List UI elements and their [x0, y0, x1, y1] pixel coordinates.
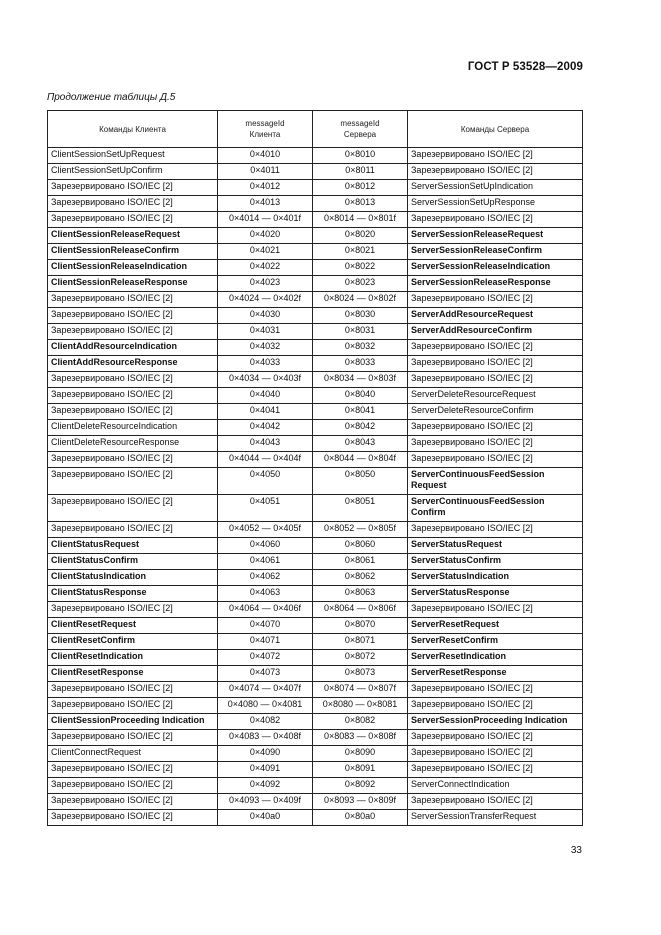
server-command-cell: ServerSessionReleaseRequest — [408, 228, 583, 244]
server-message-id-cell: 0×80a0 — [313, 810, 408, 826]
table-row — [48, 522, 583, 538]
client-command-cell: Зарезервировано ISO/IEC [2] — [48, 180, 218, 196]
client-message-id-cell: 0×4023 — [218, 276, 313, 292]
table-row — [48, 404, 583, 420]
table-row — [48, 698, 583, 714]
server-command-cell: Зарезервировано ISO/IEC [2] — [408, 420, 583, 436]
table-row — [48, 436, 583, 452]
table-row — [48, 570, 583, 586]
client-message-id-cell: 0×4083 — 0×408f — [218, 730, 313, 746]
table-row — [48, 308, 583, 324]
client-command-cell: ClientSessionSetUpRequest — [48, 148, 218, 164]
client-command-cell: Зарезервировано ISO/IEC [2] — [48, 682, 218, 698]
client-message-id-cell: 0×4050 — [218, 468, 313, 495]
table-row — [48, 602, 583, 618]
message-id-table — [47, 110, 583, 826]
server-message-id-cell: 0×8010 — [313, 148, 408, 164]
table-row — [48, 452, 583, 468]
server-message-id-cell: 0×8050 — [313, 468, 408, 495]
server-command-cell: Зарезервировано ISO/IEC [2] — [408, 340, 583, 356]
server-command-cell: ServerSessionReleaseResponse — [408, 276, 583, 292]
client-message-id-cell: 0×40a0 — [218, 810, 313, 826]
server-message-id-cell: 0×8064 — 0×806f — [313, 602, 408, 618]
server-message-id-cell: 0×8040 — [313, 388, 408, 404]
client-command-cell: ClientDeleteResourceResponse — [48, 436, 218, 452]
client-message-id-cell: 0×4044 — 0×404f — [218, 452, 313, 468]
server-message-id-cell: 0×8021 — [313, 244, 408, 260]
table-row — [48, 778, 583, 794]
client-command-cell: ClientStatusIndication — [48, 570, 218, 586]
client-message-id-cell: 0×4093 — 0×409f — [218, 794, 313, 810]
server-message-id-cell: 0×8032 — [313, 340, 408, 356]
client-command-cell: ClientSessionReleaseIndication — [48, 260, 218, 276]
server-command-cell: Зарезервировано ISO/IEC [2] — [408, 698, 583, 714]
server-message-id-cell: 0×8060 — [313, 538, 408, 554]
table-row — [48, 762, 583, 778]
client-message-id-cell: 0×4033 — [218, 356, 313, 372]
client-command-cell: ClientSessionReleaseResponse — [48, 276, 218, 292]
client-command-cell: ClientStatusConfirm — [48, 554, 218, 570]
client-command-cell: Зарезервировано ISO/IEC [2] — [48, 794, 218, 810]
client-command-cell: ClientStatusResponse — [48, 586, 218, 602]
client-message-id-cell: 0×4034 — 0×403f — [218, 372, 313, 388]
server-message-id-cell: 0×8074 — 0×807f — [313, 682, 408, 698]
client-command-cell: Зарезервировано ISO/IEC [2] — [48, 762, 218, 778]
client-command-cell: ClientSessionProceeding Indication — [48, 714, 218, 730]
server-message-id-cell: 0×8011 — [313, 164, 408, 180]
client-message-id-cell: 0×4082 — [218, 714, 313, 730]
server-message-id-cell: 0×8013 — [313, 196, 408, 212]
server-message-id-cell: 0×8020 — [313, 228, 408, 244]
client-command-cell: ClientResetIndication — [48, 650, 218, 666]
table-row — [48, 324, 583, 340]
table-row — [48, 810, 583, 826]
server-command-cell: Зарезервировано ISO/IEC [2] — [408, 794, 583, 810]
table-row — [48, 388, 583, 404]
client-message-id-cell: 0×4074 — 0×407f — [218, 682, 313, 698]
client-command-cell: Зарезервировано ISO/IEC [2] — [48, 292, 218, 308]
client-command-cell: ClientSessionSetUpConfirm — [48, 164, 218, 180]
server-command-cell: Зарезервировано ISO/IEC [2] — [408, 164, 583, 180]
client-command-cell: Зарезервировано ISO/IEC [2] — [48, 495, 218, 522]
client-command-cell: ClientAddResourceIndication — [48, 340, 218, 356]
client-command-cell: Зарезервировано ISO/IEC [2] — [48, 810, 218, 826]
table-row — [48, 228, 583, 244]
server-command-cell: Зарезервировано ISO/IEC [2] — [408, 746, 583, 762]
client-command-cell: Зарезервировано ISO/IEC [2] — [48, 468, 218, 495]
client-command-cell: Зарезервировано ISO/IEC [2] — [48, 308, 218, 324]
server-message-id-cell: 0×8062 — [313, 570, 408, 586]
table-row — [48, 650, 583, 666]
server-message-id-cell: 0×8092 — [313, 778, 408, 794]
client-message-id-cell: 0×4030 — [218, 308, 313, 324]
server-command-cell: Зарезервировано ISO/IEC [2] — [408, 730, 583, 746]
client-message-id-cell: 0×4061 — [218, 554, 313, 570]
table-row — [48, 196, 583, 212]
client-message-id-cell: 0×4010 — [218, 148, 313, 164]
server-message-id-cell: 0×8080 — 0×8081 — [313, 698, 408, 714]
server-command-cell: ServerStatusRequest — [408, 538, 583, 554]
client-message-id-cell: 0×4090 — [218, 746, 313, 762]
server-message-id-cell: 0×8043 — [313, 436, 408, 452]
server-command-cell: Зарезервировано ISO/IEC [2] — [408, 762, 583, 778]
client-message-id-cell: 0×4073 — [218, 666, 313, 682]
client-command-cell: ClientStatusRequest — [48, 538, 218, 554]
client-message-id-cell: 0×4051 — [218, 495, 313, 522]
client-message-id-cell: 0×4043 — [218, 436, 313, 452]
table-row — [48, 180, 583, 196]
server-message-id-cell: 0×8063 — [313, 586, 408, 602]
client-message-id-cell: 0×4041 — [218, 404, 313, 420]
table-row — [48, 714, 583, 730]
table-row — [48, 212, 583, 228]
server-command-cell: ServerSessionSetUpResponse — [408, 196, 583, 212]
server-command-cell: Зарезервировано ISO/IEC [2] — [408, 292, 583, 308]
server-message-id-cell: 0×8033 — [313, 356, 408, 372]
table-row — [48, 682, 583, 698]
server-message-id-cell: 0×8090 — [313, 746, 408, 762]
table-body — [48, 148, 583, 826]
column-header-client-message-id: messageId Клиента — [218, 111, 313, 148]
column-header-server-message-id: messageId Сервера — [313, 111, 408, 148]
server-message-id-cell: 0×8042 — [313, 420, 408, 436]
client-command-cell: Зарезервировано ISO/IEC [2] — [48, 212, 218, 228]
server-command-cell: ServerStatusResponse — [408, 586, 583, 602]
server-message-id-cell: 0×8072 — [313, 650, 408, 666]
client-message-id-cell: 0×4080 — 0×4081 — [218, 698, 313, 714]
server-command-cell: ServerAddResourceConfirm — [408, 324, 583, 340]
client-command-cell: Зарезервировано ISO/IEC [2] — [48, 196, 218, 212]
table-row — [48, 495, 583, 522]
client-message-id-cell: 0×4032 — [218, 340, 313, 356]
client-message-id-cell: 0×4012 — [218, 180, 313, 196]
client-message-id-cell: 0×4071 — [218, 634, 313, 650]
column-header-server-commands: Команды Сервера — [408, 111, 583, 148]
server-command-cell: ServerDeleteResourceConfirm — [408, 404, 583, 420]
client-message-id-cell: 0×4092 — [218, 778, 313, 794]
server-command-cell: ServerConnectIndication — [408, 778, 583, 794]
client-command-cell: Зарезервировано ISO/IEC [2] — [48, 778, 218, 794]
server-message-id-cell: 0×8024 — 0×802f — [313, 292, 408, 308]
server-command-cell: Зарезервировано ISO/IEC [2] — [408, 212, 583, 228]
server-message-id-cell: 0×8014 — 0×801f — [313, 212, 408, 228]
table-row — [48, 794, 583, 810]
client-message-id-cell: 0×4011 — [218, 164, 313, 180]
client-command-cell: ClientAddResourceResponse — [48, 356, 218, 372]
client-message-id-cell: 0×4020 — [218, 228, 313, 244]
table-row — [48, 538, 583, 554]
client-message-id-cell: 0×4072 — [218, 650, 313, 666]
client-message-id-cell: 0×4024 — 0×402f — [218, 292, 313, 308]
server-command-cell: Зарезервировано ISO/IEC [2] — [408, 436, 583, 452]
server-command-cell: ServerContinuousFeedSession Request — [408, 468, 583, 495]
table-row — [48, 340, 583, 356]
table-row — [48, 356, 583, 372]
client-command-cell: Зарезервировано ISO/IEC [2] — [48, 404, 218, 420]
table-row — [48, 666, 583, 682]
server-command-cell: ServerSessionSetUpIndication — [408, 180, 583, 196]
client-command-cell: ClientDeleteResourceIndication — [48, 420, 218, 436]
client-command-cell: ClientSessionReleaseRequest — [48, 228, 218, 244]
table-row — [48, 292, 583, 308]
table-row — [48, 468, 583, 495]
table-row — [48, 244, 583, 260]
server-message-id-cell: 0×8061 — [313, 554, 408, 570]
client-message-id-cell: 0×4063 — [218, 586, 313, 602]
server-message-id-cell: 0×8044 — 0×804f — [313, 452, 408, 468]
server-message-id-cell: 0×8093 — 0×809f — [313, 794, 408, 810]
client-message-id-cell: 0×4052 — 0×405f — [218, 522, 313, 538]
server-message-id-cell: 0×8023 — [313, 276, 408, 292]
client-message-id-cell: 0×4062 — [218, 570, 313, 586]
table-row — [48, 618, 583, 634]
server-message-id-cell: 0×8030 — [313, 308, 408, 324]
server-command-cell: ServerSessionReleaseIndication — [408, 260, 583, 276]
client-command-cell: Зарезервировано ISO/IEC [2] — [48, 452, 218, 468]
server-command-cell: ServerStatusConfirm — [408, 554, 583, 570]
client-message-id-cell: 0×4014 — 0×401f — [218, 212, 313, 228]
server-message-id-cell: 0×8073 — [313, 666, 408, 682]
table-row — [48, 634, 583, 650]
client-command-cell: ClientSessionReleaseConfirm — [48, 244, 218, 260]
client-command-cell: ClientResetRequest — [48, 618, 218, 634]
table-row — [48, 586, 583, 602]
server-message-id-cell: 0×8041 — [313, 404, 408, 420]
server-message-id-cell: 0×8070 — [313, 618, 408, 634]
server-command-cell: ServerResetConfirm — [408, 634, 583, 650]
server-command-cell: ServerResetRequest — [408, 618, 583, 634]
server-command-cell: Зарезервировано ISO/IEC [2] — [408, 452, 583, 468]
table-header-row — [48, 111, 583, 148]
server-message-id-cell: 0×8034 — 0×803f — [313, 372, 408, 388]
server-message-id-cell: 0×8083 — 0×808f — [313, 730, 408, 746]
page-number: 33 — [570, 845, 582, 856]
client-message-id-cell: 0×4040 — [218, 388, 313, 404]
table-row — [48, 730, 583, 746]
server-command-cell: Зарезервировано ISO/IEC [2] — [408, 148, 583, 164]
server-message-id-cell: 0×8022 — [313, 260, 408, 276]
server-command-cell: Зарезервировано ISO/IEC [2] — [408, 602, 583, 618]
table-row — [48, 554, 583, 570]
server-message-id-cell: 0×8071 — [313, 634, 408, 650]
server-message-id-cell: 0×8091 — [313, 762, 408, 778]
server-command-cell: ServerResetResponse — [408, 666, 583, 682]
server-command-cell: Зарезервировано ISO/IEC [2] — [408, 356, 583, 372]
server-message-id-cell: 0×8052 — 0×805f — [313, 522, 408, 538]
table-row — [48, 148, 583, 164]
client-command-cell: ClientConnectRequest — [48, 746, 218, 762]
server-command-cell: ServerAddResourceRequest — [408, 308, 583, 324]
server-command-cell: ServerDeleteResourceRequest — [408, 388, 583, 404]
client-message-id-cell: 0×4031 — [218, 324, 313, 340]
client-command-cell: Зарезервировано ISO/IEC [2] — [48, 388, 218, 404]
server-command-cell: ServerResetIndication — [408, 650, 583, 666]
server-message-id-cell: 0×8082 — [313, 714, 408, 730]
client-message-id-cell: 0×4070 — [218, 618, 313, 634]
client-command-cell: ClientResetConfirm — [48, 634, 218, 650]
server-command-cell: ServerSessionReleaseConfirm — [408, 244, 583, 260]
client-command-cell: Зарезервировано ISO/IEC [2] — [48, 522, 218, 538]
server-command-cell: ServerSessionProceeding Indication — [408, 714, 583, 730]
server-command-cell: ServerSessionTransferRequest — [408, 810, 583, 826]
server-message-id-cell: 0×8012 — [313, 180, 408, 196]
table-row — [48, 420, 583, 436]
table-row — [48, 276, 583, 292]
client-command-cell: ClientResetResponse — [48, 666, 218, 682]
table-row — [48, 372, 583, 388]
client-message-id-cell: 0×4042 — [218, 420, 313, 436]
client-command-cell: Зарезервировано ISO/IEC [2] — [48, 324, 218, 340]
table-row — [48, 260, 583, 276]
server-command-cell: ServerContinuousFeedSession Confirm — [408, 495, 583, 522]
server-command-cell: Зарезервировано ISO/IEC [2] — [408, 682, 583, 698]
client-message-id-cell: 0×4021 — [218, 244, 313, 260]
client-message-id-cell: 0×4013 — [218, 196, 313, 212]
server-command-cell: Зарезервировано ISO/IEC [2] — [408, 522, 583, 538]
client-command-cell: Зарезервировано ISO/IEC [2] — [48, 372, 218, 388]
server-message-id-cell: 0×8031 — [313, 324, 408, 340]
table-row — [48, 164, 583, 180]
client-command-cell: Зарезервировано ISO/IEC [2] — [48, 698, 218, 714]
table-row — [48, 746, 583, 762]
table-caption: Продолжение таблицы Д.5 — [47, 92, 176, 103]
server-message-id-cell: 0×8051 — [313, 495, 408, 522]
column-header-client-commands: Команды Клиента — [48, 111, 218, 148]
client-command-cell: Зарезервировано ISO/IEC [2] — [48, 602, 218, 618]
client-command-cell: Зарезервировано ISO/IEC [2] — [48, 730, 218, 746]
client-message-id-cell: 0×4022 — [218, 260, 313, 276]
server-command-cell: ServerStatusIndication — [408, 570, 583, 586]
client-message-id-cell: 0×4091 — [218, 762, 313, 778]
client-message-id-cell: 0×4064 — 0×406f — [218, 602, 313, 618]
document-standard-header: ГОСТ Р 53528—2009 — [467, 61, 583, 73]
client-message-id-cell: 0×4060 — [218, 538, 313, 554]
server-command-cell: Зарезервировано ISO/IEC [2] — [408, 372, 583, 388]
